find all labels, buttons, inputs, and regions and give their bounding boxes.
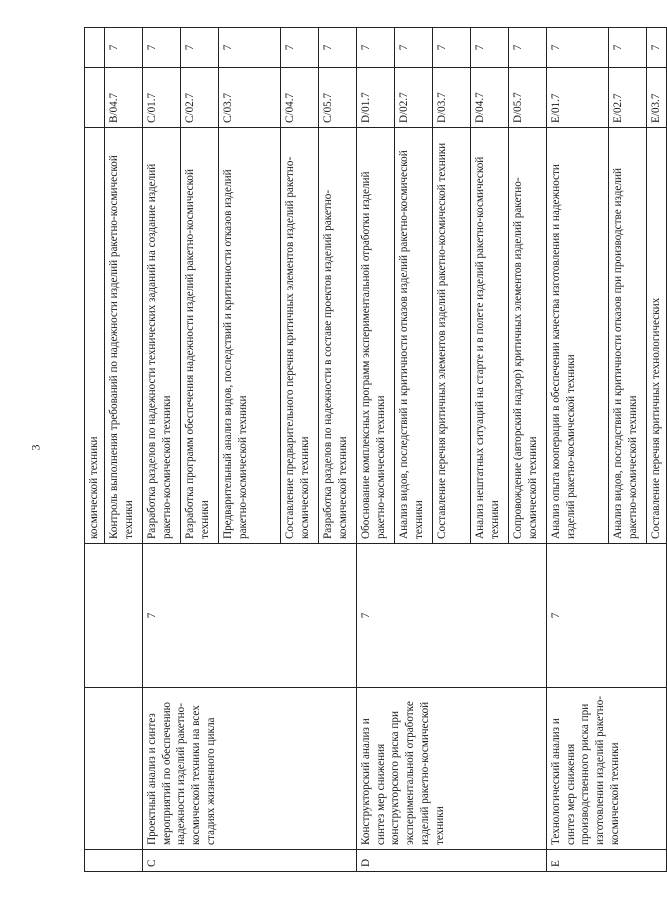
gf-code-cell bbox=[85, 850, 143, 872]
tf-code-cell: E/02.7 bbox=[608, 68, 646, 128]
tf-level-cell: 7 bbox=[142, 28, 180, 68]
tf-level-cell: 7 bbox=[546, 28, 608, 68]
gf-level-cell: 7 bbox=[356, 544, 546, 688]
tf-level-cell: 7 bbox=[394, 28, 432, 68]
gf-title-cell: Проектный анализ и синтез мероприятий по обеспечению надежности изделий ракетно-космической техники на всех стадиях жизненного цикла bbox=[142, 688, 356, 850]
gf-code-cell: C bbox=[142, 850, 356, 872]
tf-code-cell: D/03.7 bbox=[432, 68, 470, 128]
tf-level-cell: 7 bbox=[280, 28, 318, 68]
tf-level-cell: 7 bbox=[356, 28, 394, 68]
tf-name-cell: Составление перечня критичных технологических bbox=[646, 128, 666, 544]
tf-level-cell: 7 bbox=[608, 28, 646, 68]
tf-level-cell: 7 bbox=[646, 28, 666, 68]
tf-name-cell: Анализ нештатных ситуаций на старте и в полете изделий ракетно-космической техники bbox=[470, 128, 508, 544]
gf-level-cell bbox=[85, 544, 143, 688]
tf-code-cell: E/03.7 bbox=[646, 68, 666, 128]
tf-code-cell: C/04.7 bbox=[280, 68, 318, 128]
tf-name-cell: Разработка программ обеспечения надежности изделий ракетно-космической техники bbox=[180, 128, 218, 544]
gf-title-cell bbox=[85, 688, 143, 850]
functions-table bbox=[84, 27, 667, 872]
tf-level-cell: 7 bbox=[318, 28, 356, 68]
table-row bbox=[142, 28, 180, 872]
tf-name-cell: Анализ опыта кооперации в обеспечении качества изготовления и надежности изделий ракетно-космической техники bbox=[546, 128, 608, 544]
tf-code-cell bbox=[85, 68, 105, 128]
tf-code-cell: C/02.7 bbox=[180, 68, 218, 128]
tf-code-cell: D/02.7 bbox=[394, 68, 432, 128]
tf-name-cell: Предварительный анализ видов, последствий и критичности отказов изделий ракетно-космической техники bbox=[218, 128, 280, 544]
table-row bbox=[356, 28, 394, 872]
tf-level-cell: 7 bbox=[180, 28, 218, 68]
table-row bbox=[85, 28, 105, 872]
tf-level-cell bbox=[85, 28, 105, 68]
rotated-table-container bbox=[84, 28, 662, 872]
gf-title-cell: Конструкторский анализ и синтез мер снижения конструкторского риска при экспериментальной отработке изделий ракетно-космической техники bbox=[356, 688, 546, 850]
tf-level-cell: 7 bbox=[432, 28, 470, 68]
tf-name-cell: Обоснование комплексных программ экспериментальной отработки изделий ракетно-космической техники bbox=[356, 128, 394, 544]
tf-code-cell: C/03.7 bbox=[218, 68, 280, 128]
tf-code-cell: C/05.7 bbox=[318, 68, 356, 128]
gf-level-cell: 7 bbox=[546, 544, 666, 688]
tf-code-cell: E/01.7 bbox=[546, 68, 608, 128]
gf-title-cell: Технологический анализ и синтез мер снижения производственного риска при изготовлении изделий ракетно-космической техники bbox=[546, 688, 666, 850]
tf-code-cell: D/05.7 bbox=[508, 68, 546, 128]
tf-code-cell: D/01.7 bbox=[356, 68, 394, 128]
tf-level-cell: 7 bbox=[508, 28, 546, 68]
tf-name-cell: Разработка разделов по надежности в составе проектов изделий ракетно-космической техники bbox=[318, 128, 356, 544]
gf-code-cell: D bbox=[356, 850, 546, 872]
page-number: 3 bbox=[28, 444, 43, 451]
tf-name-cell: космической техники bbox=[85, 128, 105, 544]
tf-level-cell: 7 bbox=[104, 28, 142, 68]
tf-code-cell: B/04.7 bbox=[104, 68, 142, 128]
gf-code-cell: E bbox=[546, 850, 666, 872]
tf-name-cell: Анализ видов, последствий и критичности отказов изделий ракетно-космической техники bbox=[394, 128, 432, 544]
tf-code-cell: C/01.7 bbox=[142, 68, 180, 128]
tf-level-cell: 7 bbox=[470, 28, 508, 68]
tf-name-cell: Составление предварительного перечня критичных элементов изделий ракетно-космической техники bbox=[280, 128, 318, 544]
tf-name-cell: Сопровождение (авторский надзор) критичных элементов изделий ракетно-космической техники bbox=[508, 128, 546, 544]
tf-name-cell: Составление перечня критичных элементов изделий ракетно-космической техники bbox=[432, 128, 470, 544]
table-row bbox=[546, 28, 608, 872]
tf-name-cell: Анализ видов, последствий и критичности отказов при производстве изделий ракетно-космической техники bbox=[608, 128, 646, 544]
tf-name-cell: Контроль выполнения требований по надежности изделий ракетно-космической техники bbox=[104, 128, 142, 544]
gf-level-cell: 7 bbox=[142, 544, 356, 688]
tf-level-cell: 7 bbox=[218, 28, 280, 68]
tf-name-cell: Разработка разделов по надежности технических заданий на создание изделий ракетно-космической техники bbox=[142, 128, 180, 544]
tf-code-cell: D/04.7 bbox=[470, 68, 508, 128]
